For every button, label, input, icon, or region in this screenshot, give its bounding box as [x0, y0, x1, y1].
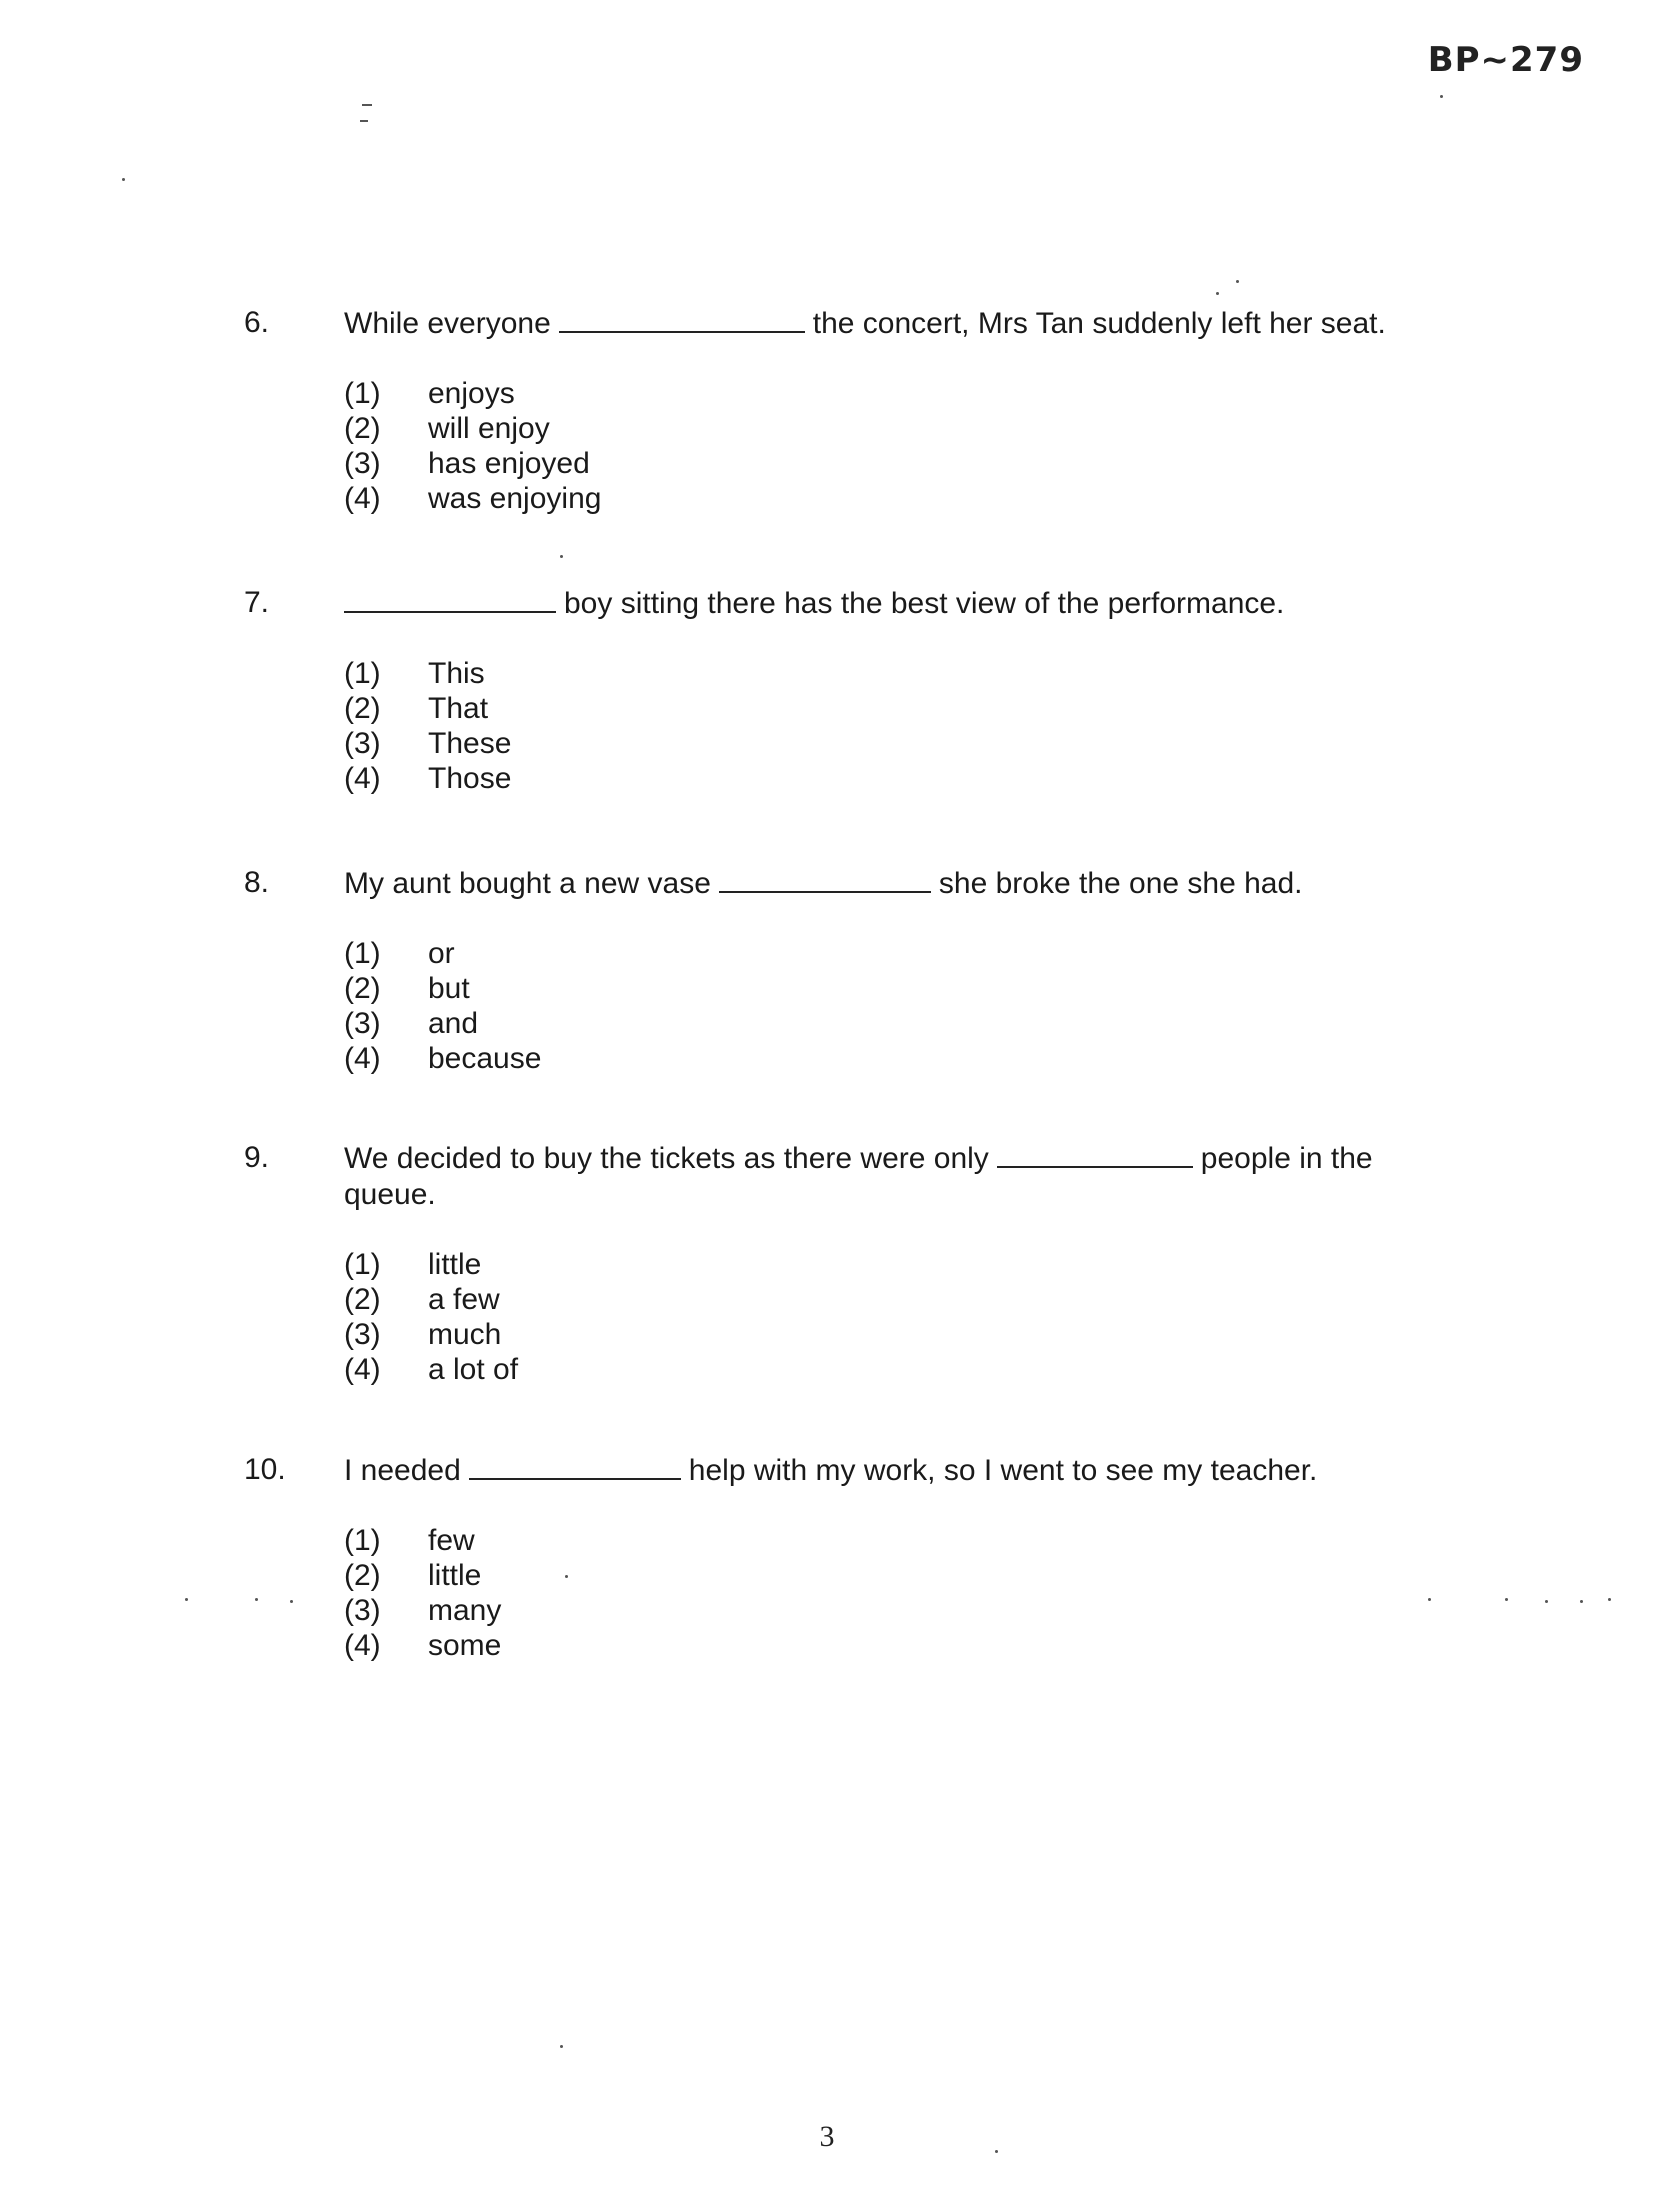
question-number: 9. — [244, 1141, 270, 1174]
option — [344, 1006, 1404, 1041]
option-text: some — [428, 1629, 502, 1662]
option-number: (1) — [344, 377, 381, 410]
option-text: a lot of — [428, 1353, 519, 1386]
question-10 — [244, 1452, 1404, 1693]
option — [344, 411, 1404, 446]
question-text-before: We decided to buy the tickets as there were only — [344, 1142, 989, 1175]
question-9 — [244, 1140, 1404, 1417]
option-number: (1) — [344, 657, 381, 690]
scan-speck — [560, 2045, 563, 2048]
question-6 — [244, 305, 1404, 546]
question-text — [344, 1452, 1404, 1489]
option-number: (3) — [344, 447, 381, 480]
option-text: These — [428, 727, 512, 760]
scan-speck — [1505, 1598, 1508, 1601]
option-number: (3) — [344, 727, 381, 760]
option-number: (2) — [344, 1559, 381, 1592]
options-list — [344, 1247, 1404, 1387]
option — [344, 481, 1404, 516]
question-text-after: boy sitting there has the best view of the performance. — [564, 587, 1285, 620]
option-number: (4) — [344, 482, 381, 515]
scan-speck — [185, 1598, 188, 1601]
answer-blank — [344, 585, 556, 613]
scan-speck — [122, 178, 125, 181]
option-text: enjoys — [428, 377, 515, 410]
question-text-after: she broke the one she had. — [938, 867, 1303, 900]
option-text: will enjoy — [428, 412, 550, 445]
option — [344, 1282, 1404, 1317]
option-text: That — [428, 692, 489, 725]
page-code: BP~279 — [1427, 40, 1584, 80]
question-8 — [244, 865, 1404, 1106]
option-number: (4) — [344, 1042, 381, 1075]
scan-speck — [1580, 1600, 1583, 1603]
option-text: This — [428, 657, 485, 690]
options-list — [344, 376, 1404, 516]
answer-blank — [469, 1452, 681, 1480]
scan-speck — [362, 104, 372, 106]
option-text: or — [428, 937, 455, 970]
option-text: Those — [428, 762, 512, 795]
question-text-before: I needed — [344, 1454, 461, 1487]
option-text: but — [428, 972, 470, 1005]
option-text: because — [428, 1042, 542, 1075]
question-text — [344, 865, 1404, 902]
question-text-after: help with my work, so I went to see my teacher. — [688, 1454, 1318, 1487]
option — [344, 691, 1404, 726]
scan-speck — [360, 120, 368, 122]
option — [344, 936, 1404, 971]
question-text-after: the concert, Mrs Tan suddenly left her seat. — [812, 307, 1386, 340]
option-number: (3) — [344, 1007, 381, 1040]
option — [344, 761, 1404, 796]
option — [344, 1317, 1404, 1352]
options-list — [344, 936, 1404, 1076]
option-text: little — [428, 1559, 482, 1592]
question-text — [344, 305, 1404, 342]
question-text-before: My aunt bought a new vase — [344, 867, 711, 900]
answer-blank — [719, 865, 931, 893]
option-number: (3) — [344, 1594, 381, 1627]
option — [344, 1352, 1404, 1387]
question-text-after: people in the queue. — [344, 1142, 1373, 1211]
option-text: many — [428, 1594, 502, 1627]
option — [344, 446, 1404, 481]
option-text: was enjoying — [428, 482, 602, 515]
option-text: a few — [428, 1283, 500, 1316]
scan-speck — [290, 1600, 293, 1603]
option-number: (4) — [344, 762, 381, 795]
option — [344, 1247, 1404, 1282]
scan-speck — [1545, 1600, 1548, 1603]
scan-speck — [1440, 95, 1443, 98]
options-list — [344, 1523, 1404, 1663]
option-number: (4) — [344, 1629, 381, 1662]
option-text: few — [428, 1524, 475, 1557]
option — [344, 656, 1404, 691]
question-text — [344, 1140, 1404, 1213]
option-number: (1) — [344, 937, 381, 970]
question-7 — [244, 585, 1404, 826]
option — [344, 1593, 1404, 1628]
question-number: 8. — [244, 866, 270, 899]
question-text-before: While everyone — [344, 307, 551, 340]
options-list — [344, 656, 1404, 796]
scan-speck — [995, 2150, 998, 2153]
question-text — [344, 585, 1404, 622]
option-text: much — [428, 1318, 502, 1351]
scan-speck — [255, 1598, 258, 1601]
option-text: has enjoyed — [428, 447, 590, 480]
option — [344, 1041, 1404, 1076]
option-number: (2) — [344, 1283, 381, 1316]
answer-blank — [559, 305, 805, 333]
option-text: and — [428, 1007, 479, 1040]
option — [344, 726, 1404, 761]
page-number: 3 — [819, 2120, 835, 2153]
scan-speck — [1216, 292, 1219, 295]
scan-speck — [560, 555, 563, 558]
question-number: 7. — [244, 586, 270, 619]
option-number: (2) — [344, 412, 381, 445]
option-number: (4) — [344, 1353, 381, 1386]
option-text: little — [428, 1248, 482, 1281]
scan-speck — [1428, 1598, 1431, 1601]
scan-speck — [565, 1575, 568, 1578]
answer-blank — [997, 1140, 1193, 1168]
option — [344, 971, 1404, 1006]
scan-speck — [1608, 1598, 1611, 1601]
option-number: (3) — [344, 1318, 381, 1351]
question-number: 6. — [244, 306, 270, 339]
option — [344, 1523, 1404, 1558]
scan-speck — [1236, 280, 1239, 283]
question-number: 10. — [244, 1453, 286, 1486]
option-number: (2) — [344, 972, 381, 1005]
option-number: (1) — [344, 1524, 381, 1557]
option — [344, 1628, 1404, 1663]
option-number: (1) — [344, 1248, 381, 1281]
option — [344, 376, 1404, 411]
option — [344, 1558, 1404, 1593]
option-number: (2) — [344, 692, 381, 725]
